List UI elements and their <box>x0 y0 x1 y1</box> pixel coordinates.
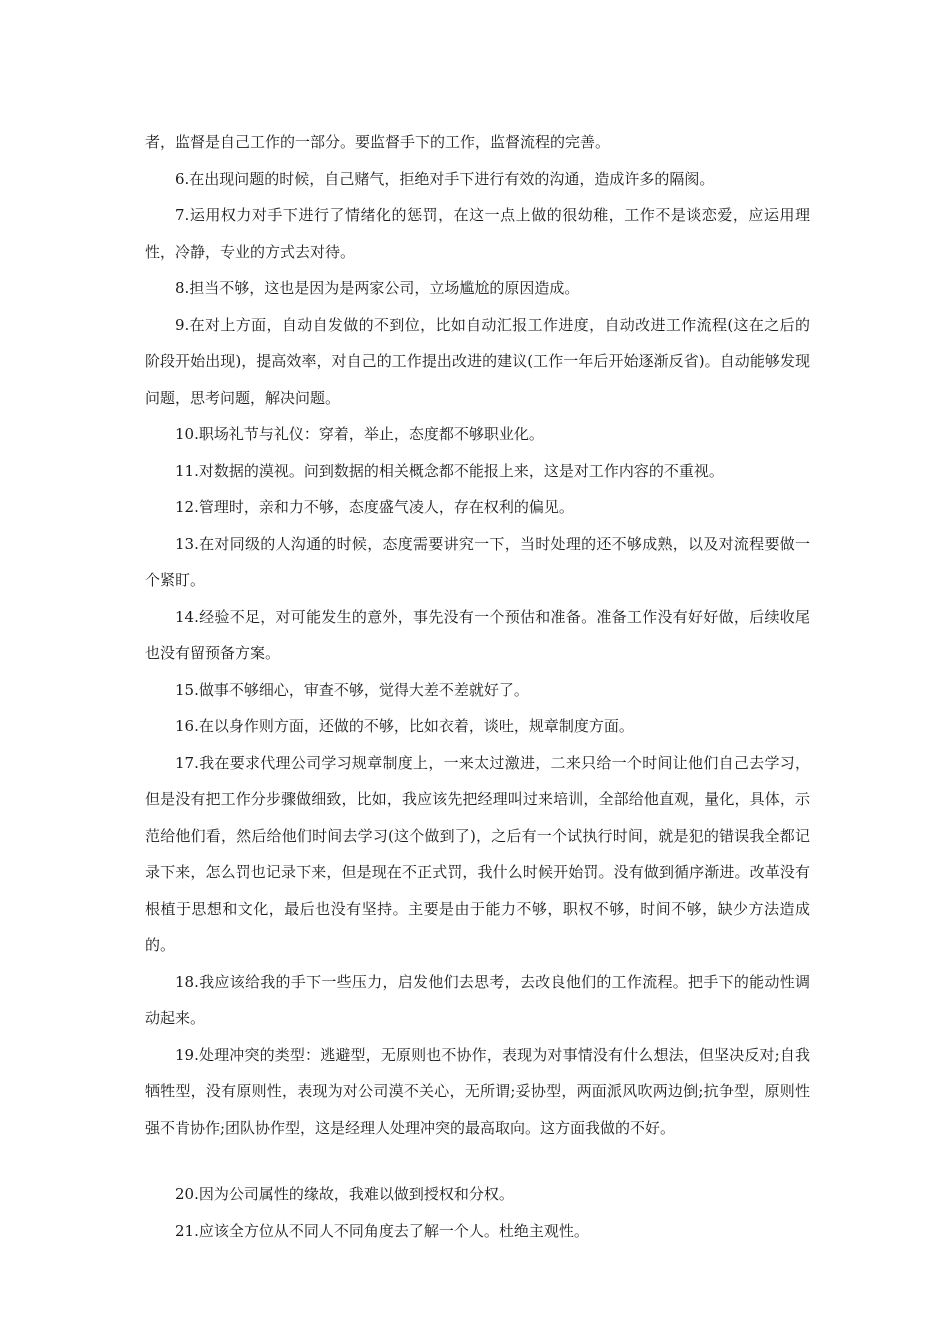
paragraph-continuation: 者，监督是自己工作的一部分。要监督手下的工作，监督流程的完善。 <box>145 133 611 151</box>
paragraph-item-13: 13.在对同级的人沟通的时候，态度需要讲究一下，当时处理的还不够成熟，以及对流程要做一个紧盯。 <box>145 534 810 589</box>
paragraph-item-9: 9.在对上方面，自动自发做的不到位，比如自动汇报工作进度，自动改进工作流程(这在之后的阶段开始出现)，提高效率，对自己的工作提出改进的建议(工作一年后开始逐渐反省)。自动能够发现问题，思考问题，解决问题。 <box>145 315 810 407</box>
paragraph-item-10: 10.职场礼节与礼仪：穿着，举止，态度都不够职业化。 <box>175 425 544 443</box>
paragraph-item-20: 20.因为公司属性的缘故，我难以做到授权和分权。 <box>175 1185 514 1203</box>
paragraph-item-18: 18.我应该给我的手下一些压力，启发他们去思考，去改良他们的工作流程。把手下的能动性调动起来。 <box>145 972 810 1027</box>
paragraph-item-16: 16.在以身作则方面，还做的不够，比如衣着，谈吐，规章制度方面。 <box>175 717 634 735</box>
paragraph-item-8: 8.担当不够，这也是因为是两家公司，立场尴尬的原因造成。 <box>175 279 580 297</box>
paragraph-item-11: 11.对数据的漠视。问到数据的相关概念都不能报上来，这是对工作内容的不重视。 <box>175 461 724 480</box>
paragraph-item-19: 19.处理冲突的类型：逃避型，无原则也不协作，表现为对事情没有什么想法，但坚决反对;自我牺牲型，没有原则性，表现为对公司漠不关心，无所谓;妥协型，两面派风吹两边倒;抗争型，原则性强不肯协作;团队协作型，这是经理人处理冲突的最高取向。这方面我做的不好。 <box>145 1045 810 1137</box>
document-body <box>145 124 810 1249</box>
paragraph-item-17: 17.我在要求代理公司学习规章制度上，一来太过激进，二来只给一个时间让他们自己去学习，但是没有把工作分步骤做细致，比如，我应该先把经理叫过来培训，全部给他直观，量化，具体，示范给他们看，然后给他们时间去学习(这个做到了)，之后有一个试执行时间，就是犯的错误我全都记录下来，怎么罚也记录下来，但是现在不正式罚，我什么时候开始罚。没有做到循序渐进。改革没有根植于思想和文化，最后也没有坚持。主要是由于能力不够，职权不够，时间不够，缺少方法造成的。 <box>145 753 810 954</box>
blank-line <box>145 1146 810 1176</box>
paragraph-item-12: 12.管理时，亲和力不够，态度盛气凌人，存在权利的偏见。 <box>175 498 574 516</box>
paragraph-item-7: 7.运用权力对手下进行了情绪化的惩罚，在这一点上做的很幼稚，工作不是谈恋爱，应运用理性，冷静，专业的方式去对待。 <box>145 206 810 261</box>
paragraph-item-6: 6.在出现问题的时候，自己赌气，拒绝对手下进行有效的沟通，造成许多的隔阂。 <box>175 169 715 188</box>
paragraph-item-21: 21.应该全方位从不同人不同角度去了解一个人。杜绝主观性。 <box>175 1221 589 1240</box>
paragraph-item-15: 15.做事不够细心，审查不够，觉得大差不差就好了。 <box>175 680 529 699</box>
paragraph-item-14: 14.经验不足，对可能发生的意外，事先没有一个预估和准备。准备工作没有好好做，后续收尾也没有留预备方案。 <box>145 607 810 662</box>
